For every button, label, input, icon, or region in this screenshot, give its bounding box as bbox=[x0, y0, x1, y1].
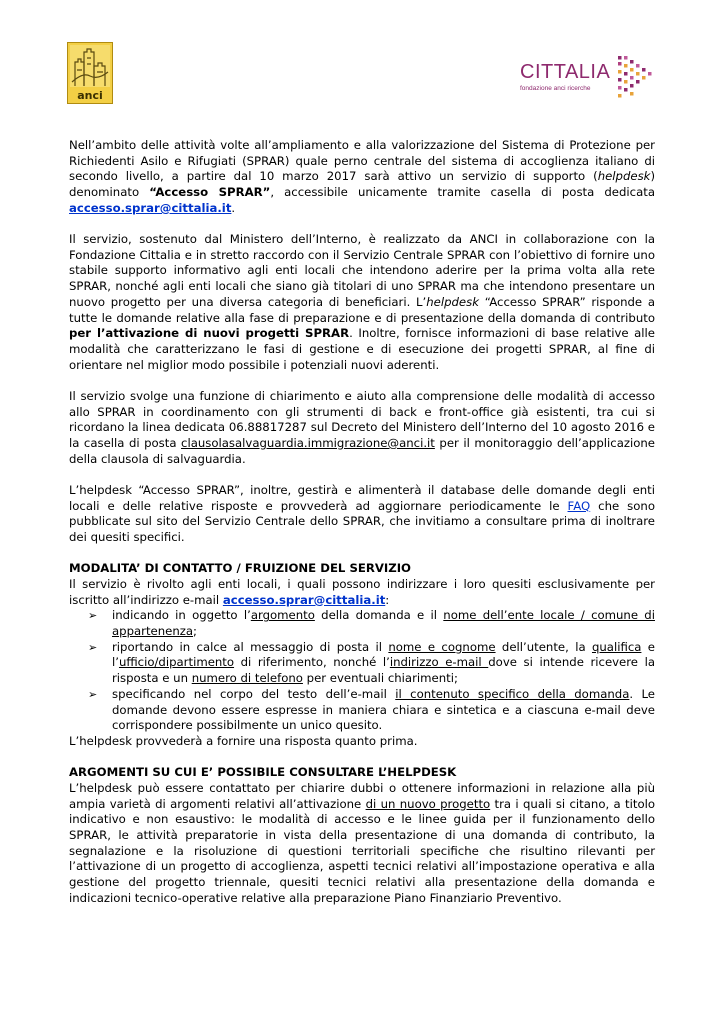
arrow-bullet-icon: ➢ bbox=[88, 687, 98, 701]
email-link-accesso-sprar-2[interactable]: accesso.sprar@cittalia.it bbox=[222, 592, 386, 607]
email-link-accesso-sprar[interactable]: accesso.sprar@cittalia.it bbox=[69, 200, 232, 215]
database-paragraph: L’helpdesk “Accesso SPRAR”, inoltre, gestirà e alimenterà il database delle domande degli enti locali e delle relative risposte e provvederà ad aggiornare periodicamente le FAQ che sono pubblicate sul sito del Servizio Centrale dello SPRAR, che invitiamo a consultare prima di inoltrare dei quesiti specifici. bbox=[69, 482, 655, 544]
contact-heading: MODALITA’ DI CONTATTO / FRUIZIONE DEL SERVIZIO bbox=[69, 561, 411, 576]
arrow-bullet-icon: ➢ bbox=[88, 609, 98, 623]
document-body bbox=[69, 138, 655, 906]
contact-bullet-list bbox=[69, 608, 655, 734]
service-paragraph: Il servizio, sostenuto dal Ministero dell’Interno, è realizzato da ANCI in collaborazione con la Fondazione Cittalia e in stretto raccordo con il Servizio Centrale SPRAR con l’obiettivo di fornire uno stabile supporto informativo agli enti locali che intendono aderire per la prima volta alla rete SPRAR, nonché agli enti locali che siano già titolari di uno SPRAR ma che intendono presentare un nuovo progetto per una diversa categoria di beneficiari. L’helpdesk “Accesso SPRAR” risponde a tutte le domande relative alla fase di preparazione e di presentazione della domanda di contributo per l’attivazione di nuovi progetti SPRAR. Inoltre, fornisce informazioni di base relative alle modalità che caratterizzano le fasi di gestione e di esecuzione dei progetti SPRAR, al fine di orientare nel miglior modo possibile i potenziali nuovi aderenti. bbox=[69, 232, 655, 372]
cittalia-tagline: fondazione anci ricerche bbox=[520, 85, 591, 92]
coordination-paragraph: Il servizio svolge una funzione di chiarimento e aiuto alla comprensione delle modalità di accesso allo SPRAR in coordinamento con gli strumenti di back e front-office già esistenti, tra cui si ricordano la linea dedicata 06.88817287 sul Decreto del Ministero dell’Interno del 10 agosto 2016 e la casella di posta clausolasalvaguardia.immigrazione@anci.it per il monitoraggio dell’applicazione della clausola di salvaguardia. bbox=[69, 388, 655, 466]
list-item: ➢ specificando nel corpo del testo dell’e-mail il contenuto specifico della domanda. Le domande devono essere espresse in maniera chiara e sintetica e a ciascuna e-mail deve corrispondere possibilmente un unico quesito. bbox=[88, 686, 655, 733]
anci-logo bbox=[67, 42, 113, 104]
faq-link[interactable]: FAQ bbox=[567, 498, 591, 513]
email-link-clausola[interactable]: clausolasalvaguardia.immigrazione@anci.it bbox=[181, 435, 435, 450]
intro-paragraph: Nell’ambito delle attività volte all’ampliamento e alla valorizzazione del Sistema di Protezione per Richiedenti Asilo e Rifugiati (SPRAR) quale perno centrale del sistema di accoglienza italiano di secondo livello, a partire dal 10 marzo 2017 sarà attivo un servizio di supporto (helpdesk) denominato “Accesso SPRAR”, accessibile unicamente tramite casella di posta dedicata accesso.sprar@cittalia.it. bbox=[69, 138, 655, 215]
list-item: ➢ indicando in oggetto l’argomento della domanda e il nome dell’ente locale / comune di appartenenza; bbox=[88, 608, 655, 638]
cittalia-dots-mark bbox=[618, 56, 652, 98]
list-item: ➢ riportando in calce al messaggio di posta il nome e cognome dell’utente, la qualifica e l’ufficio/dipartimento di riferimento, nonché l’indirizzo e-mail dove si intende ricevere la risposta e un numero di telefono per eventuali chiarimenti; bbox=[88, 639, 655, 686]
arrow-bullet-icon: ➢ bbox=[88, 640, 98, 654]
topics-heading: ARGOMENTI SU CUI E’ POSSIBILE CONSULTARE L’HELPDESK bbox=[69, 765, 457, 780]
topics-paragraph: L’helpdesk può essere contattato per chiarire dubbi o ottenere informazioni in relazione alla più ampia varietà di argomenti relativi all’attivazione di un nuovo progetto tra i quali si citano, a titolo indicativo e non esaustivo: le modalità di accesso e le linee guida per il funzionamento dello SPRAR, le attività preparatorie in vista della presentazione di una domanda di contributo, la segnalazione e la risoluzione di questioni territoriali specifiche che risultino rilevanti per l’attivazione di un progetto di accoglienza, aspetti tecnici relativi all’impostazione operativa e alla gestione del progetto triennale, quesiti tecnici relativi alla presentazione della domanda e indicazioni tecnico-operative relative alla preparazione Piano Finanziario Preventivo. bbox=[69, 780, 656, 905]
cittalia-logo-text: CITTALIA bbox=[520, 61, 611, 83]
contact-closing: L’helpdesk provvederà a fornire una risposta quanto prima. bbox=[69, 733, 418, 748]
cittalia-logo bbox=[518, 50, 658, 104]
contact-intro: Il servizio è rivolto agli enti locali, i quali possono indirizzare i loro quesiti esclusivamente per iscritto all’indirizzo e-mail accesso.sprar@cittalia.it: bbox=[69, 576, 655, 607]
anci-logo-text: anci bbox=[77, 89, 103, 102]
